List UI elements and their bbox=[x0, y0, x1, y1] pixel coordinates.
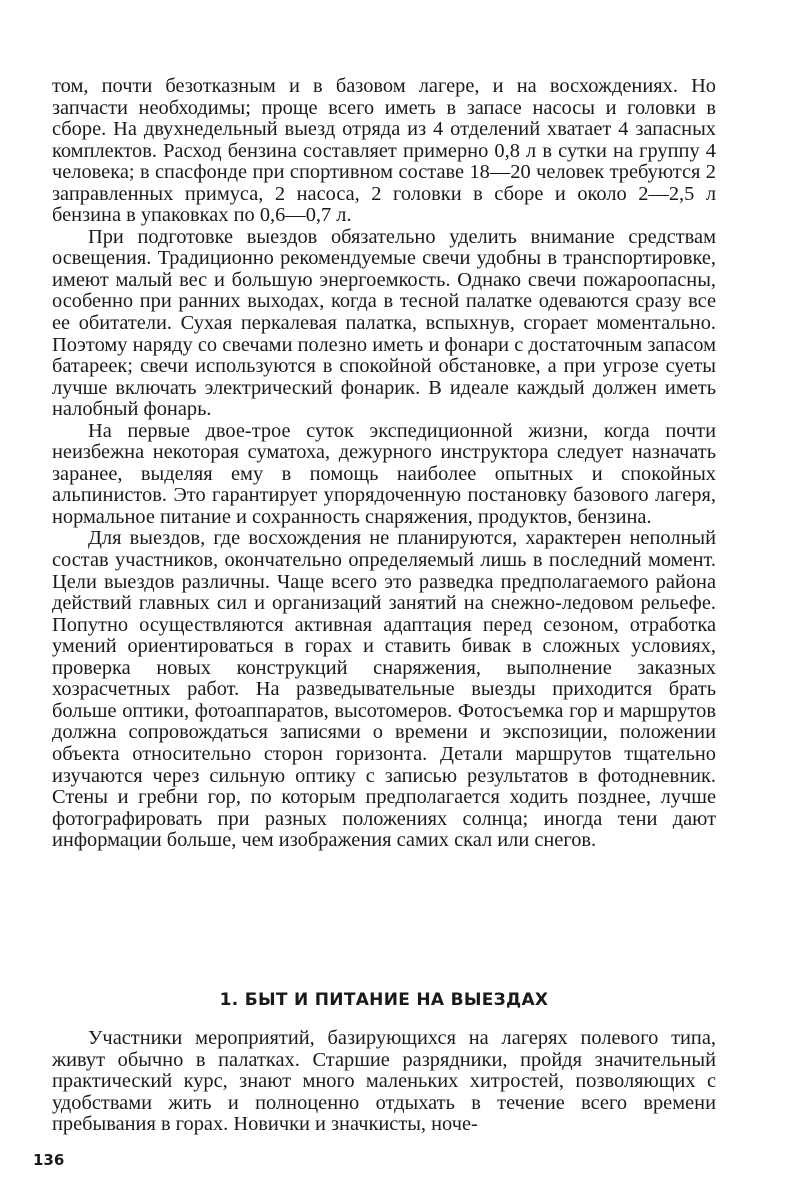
paragraph-reconnaissance: Для выездов, где восхождения не планируются, характерен неполный состав участников, окончательно определяемый лишь в последний момент. Цели выездов различны. Чаще всего это разведка предполагаемого района действий главных сил и организаций занятий на снежно-ледовом рельефе. Попутно осуществляются активная адаптация перед сезоном, отработка умений ориентироваться в горах и ставить бивак в сложных условиях, проверка новых конструкций снаряжения, выполнение заказных хозрасчетных работ. На разведывательные выезды приходится брать больше оптики, фотоаппаратов, высотомеров. Фотосъемка гор и маршрутов должна сопровождаться записями о времени и экспозиции, положении объекта относительно сторон горизонта. Детали маршрутов тщательно изучаются через сильную оптику с записью результатов в фотодневник. Стены и гребни гор, по которым предполагается ходить позднее, лучше фотографировать при разных положениях солнца; иногда тени дают информации больше, чем изображения самих скал или снегов. bbox=[52, 527, 716, 852]
paragraph-duty-instructor: На первые двое-трое суток экспедиционной жизни, когда почти неизбежна некоторая суматоха, дежурного инструктора следует назначать заранее, выделяя ему в помощь наиболее опытных и спокойных альпинистов. Это гарантирует упорядоченную постановку базового лагеря, нормальное питание и сохранность снаряжения, продуктов, бензина. bbox=[52, 419, 716, 528]
page-body bbox=[52, 76, 716, 852]
paragraph-living-conditions: Участники мероприятий, базирующихся на лагерях полевого типа, живут обычно в палатках. Старшие разрядники, пройдя значительный практический курс, знают много маленьких хитростей, позволяющих с удобствами жить и полноценно отдыхать в течение всего времени пребывания в горах. Новички и значкисты, ноче- bbox=[52, 1027, 716, 1136]
paragraph-fuel-supply: том, почти безотказным и в базовом лагере, и на восхождениях. Но запчасти необходимы; проще всего иметь в запасе насосы и головки в сборе. На двухнедельный выезд отряда из 4 отделений хватает 4 запасных комплектов. Расход бензина составляет примерно 0,8 л в сутки на группу 4 человека; в спасфонде при спортивном составе 18—20 человек требуются 2 заправленных примуса, 2 насоса, 2 головки в сборе и около 2—2,5 л бензина в упаковках по 0,6—0,7 л. bbox=[52, 75, 716, 227]
paragraph-lighting: При подготовке выездов обязательно уделить внимание средствам освещения. Традиционно рекомендуемые свечи удобны в транспортировке, имеют малый вес и большую энергоемкость. Однако свечи пожароопасны, особенно при ранних выходах, когда в тесной палатке одеваются сразу все ее обитатели. Сухая перкалевая палатка, вспыхнув, сгорает моментально. Поэтому наряду со свечами полезно иметь и фонари с достаточным запасом батареек; свечи используются в спокойной обстановке, а при угрозе суеты лучше включать электрический фонарик. В идеале каждый должен иметь налобный фонарь. bbox=[52, 225, 716, 421]
section-body bbox=[52, 1028, 716, 1136]
page-number: 136 bbox=[33, 1151, 65, 1169]
section-heading: 1. БЫТ И ПИТАНИЕ НА ВЫЕЗДАХ bbox=[219, 990, 549, 1010]
